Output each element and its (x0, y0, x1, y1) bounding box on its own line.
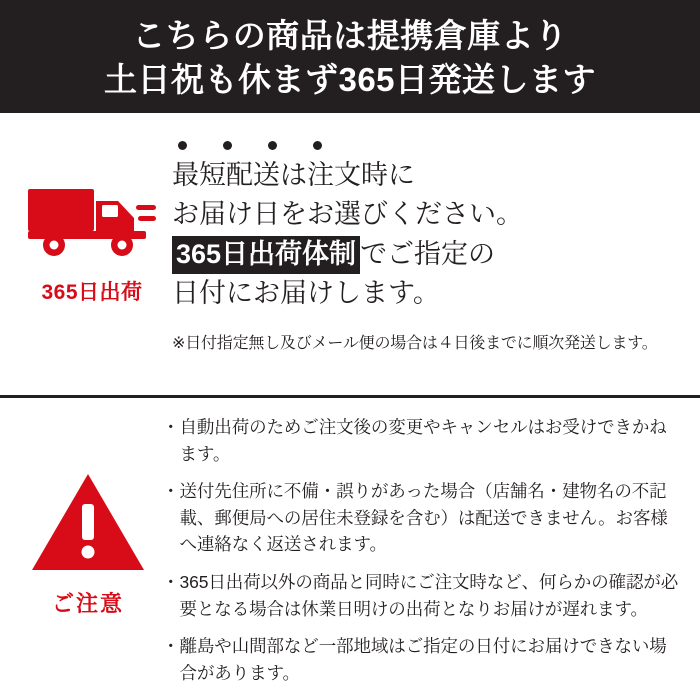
caution-bullet-list (162, 412, 684, 697)
bullet-text: 離島や山間部など一部地域はご指定の日付にお届けできない場合があります。 (179, 636, 667, 683)
dot-4 (313, 141, 322, 150)
bullet-mark: ・ (162, 481, 180, 502)
banner-header (0, 0, 700, 113)
dot-1 (178, 141, 187, 150)
warning-triangle-icon (28, 470, 148, 579)
caution-section (0, 398, 700, 700)
delivery-line-4: 日付にお届けします。 (172, 278, 440, 309)
delivery-highlight: 365日出荷体制 (172, 236, 360, 275)
list-item (162, 478, 684, 558)
header-line-2: 土日祝も休まず365日発送します (103, 60, 597, 98)
delivery-line-3-rest: でご指定の (360, 238, 496, 269)
warning-caption: ご注意 (51, 591, 124, 616)
bullet-text: 送付先住所に不備・誤りがあった場合（店舗名・建物名の不記載、郵便局への居住未登録を含む）は配送できません。お客様へ連絡なく返送されます。 (179, 481, 668, 555)
delivery-section (0, 113, 700, 395)
dot-3 (268, 141, 277, 150)
dot-2 (223, 141, 232, 150)
truck-caption: 365日出荷 (41, 281, 143, 304)
list-item (162, 633, 684, 686)
delivery-note: ※日付指定無し及びメール便の場合は４日後までに順次発送します。 (172, 334, 658, 352)
bullet-mark: ・ (162, 571, 180, 592)
decorative-dots (172, 141, 686, 150)
delivery-line-2: お届け日をお選びください。 (172, 199, 523, 230)
bullet-mark: ・ (162, 417, 180, 437)
delivery-truck-icon (26, 175, 158, 266)
header-line-1: こちらの商品は提携倉庫より (132, 16, 568, 54)
list-item (162, 414, 684, 467)
bullet-text: 自動出荷のためご注文後の変更やキャンセルはお受けできかねます。 (179, 417, 667, 464)
delivery-text-block (172, 127, 688, 387)
bullet-mark: ・ (162, 636, 180, 657)
truck-column (12, 127, 172, 387)
bullet-text: 365日出荷以外の商品と同時にご注文時など、何らかの確認が必要となる場合は休業日明けの出荷となりお届けが遅れます。 (179, 571, 679, 619)
delivery-line-1: 最短配送は注文時に (172, 160, 415, 190)
delivery-line-3 (172, 235, 686, 275)
warning-column (14, 412, 162, 697)
list-item (162, 569, 684, 622)
